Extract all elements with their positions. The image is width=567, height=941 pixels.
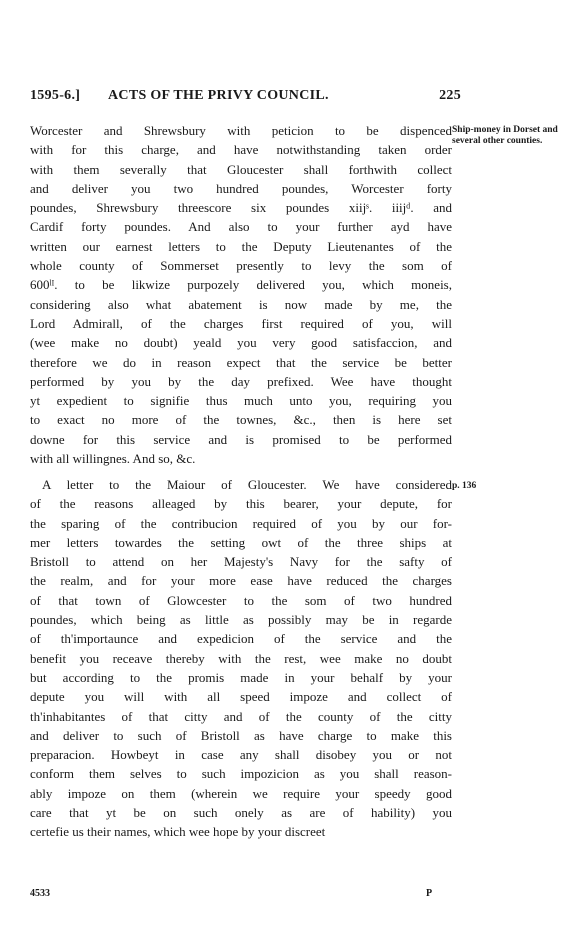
text-line: benefit you receave thereby with the rest, wee make no doubt (30, 650, 452, 666)
text-line: and deliver you two hundred poundes, Worcester forty (30, 180, 452, 196)
text-line: of that town of Glowcester to the som of two hundred (30, 592, 452, 608)
text-line: the sparing of the contribucion required of you by our for- (30, 515, 452, 531)
text-line: (wee make no doubt) yeald you very good satisfaccion, and (30, 335, 452, 351)
text-line: Cardif forty poundes. And also to your further ayd have (30, 219, 452, 235)
gathering-mark: P (426, 888, 433, 899)
margin-note-topic: Ship-money in Dorset and several other counties. (452, 125, 558, 146)
text-line: th'inhabitantes of that citty and of the county of the citty (30, 708, 452, 724)
text-line: with all willingnes. And so, &c. (30, 451, 196, 467)
text-line: poundes, which being as little as possibly may be in regarde (30, 612, 452, 628)
signature-mark: 4533 (30, 888, 50, 899)
text-line: of th'importaunce and expedicion of the service and the (30, 631, 452, 647)
text-line: certefie us their names, which wee hope by your discreet (30, 824, 326, 840)
text-line: depute you will with all speed impoze and collect of (30, 689, 452, 705)
text-line: conform them selves to such impozicion as you shall reason- (30, 766, 452, 782)
paragraph-2 (30, 475, 452, 842)
text-line: A letter to the Maiour of Gloucester. We have considered (42, 477, 452, 492)
text-line: and deliver to such of Bristoll as have charge to make this (30, 727, 452, 743)
text-line: preparacion. Howbeyt in case any shall disobey you or not (30, 747, 452, 763)
text-line: with them severally that Gloucester shall forthwith collect (30, 161, 452, 177)
text-line: whole county of Sommerset presently to levy the som of (30, 258, 452, 274)
text-line: with for this charge, and have notwithstanding taken order (30, 142, 452, 158)
running-header (30, 88, 461, 112)
text-line: poundes, Shrewsbury threescore six poundes xiijˢ. iiijᵈ. and (30, 200, 452, 216)
page-number: 225 (439, 88, 461, 103)
text-line: Worcester and Shrewsbury with peticion to be dispenced (30, 123, 452, 138)
text-line: ably impoze on them (wherein we require your speedy good (30, 785, 452, 801)
text-line: performed by you by the day prefixed. Wee have thought (30, 373, 452, 389)
margin-note-page-ref: p. 136 (452, 481, 477, 491)
paragraph-1 (30, 121, 452, 468)
text-line: care that yt be on such onely as are of hability) you (30, 805, 452, 821)
text-line: written our earnest letters to the Deputy Lieutenantes of the (30, 238, 452, 254)
text-line: yt expedient to signifie thus much unto you, requiring you (30, 393, 452, 409)
text-line: to exact no more of the townes, &c., then is here set (30, 412, 452, 428)
text-line: 600ˡᴵ. to be likwize purpozely delivered you, which moneis, (30, 277, 452, 293)
text-line: therefore we do in reason expect that the service be better (30, 354, 452, 370)
header-title: ACTS OF THE PRIVY COUNCIL. (108, 88, 329, 103)
header-year: 1595-6.] (30, 88, 81, 103)
text-line: of the reasons alleaged by this bearer, your depute, for (30, 496, 452, 512)
text-line: Bristoll to attend on her Majesty's Navy for the safty of (30, 554, 452, 570)
text-line: but according to the promis made in your behalf by your (30, 669, 452, 685)
text-line: downe for this service and is promised to be performed (30, 431, 452, 447)
text-line: the realm, and for your more ease have reduced the charges (30, 573, 452, 589)
text-line: considering also what abatement is now made by me, the (30, 296, 452, 312)
text-line: Lord Admirall, of the charges first required of you, will (30, 315, 452, 331)
text-line: mer letters towardes the setting owt of the three ships at (30, 534, 452, 550)
